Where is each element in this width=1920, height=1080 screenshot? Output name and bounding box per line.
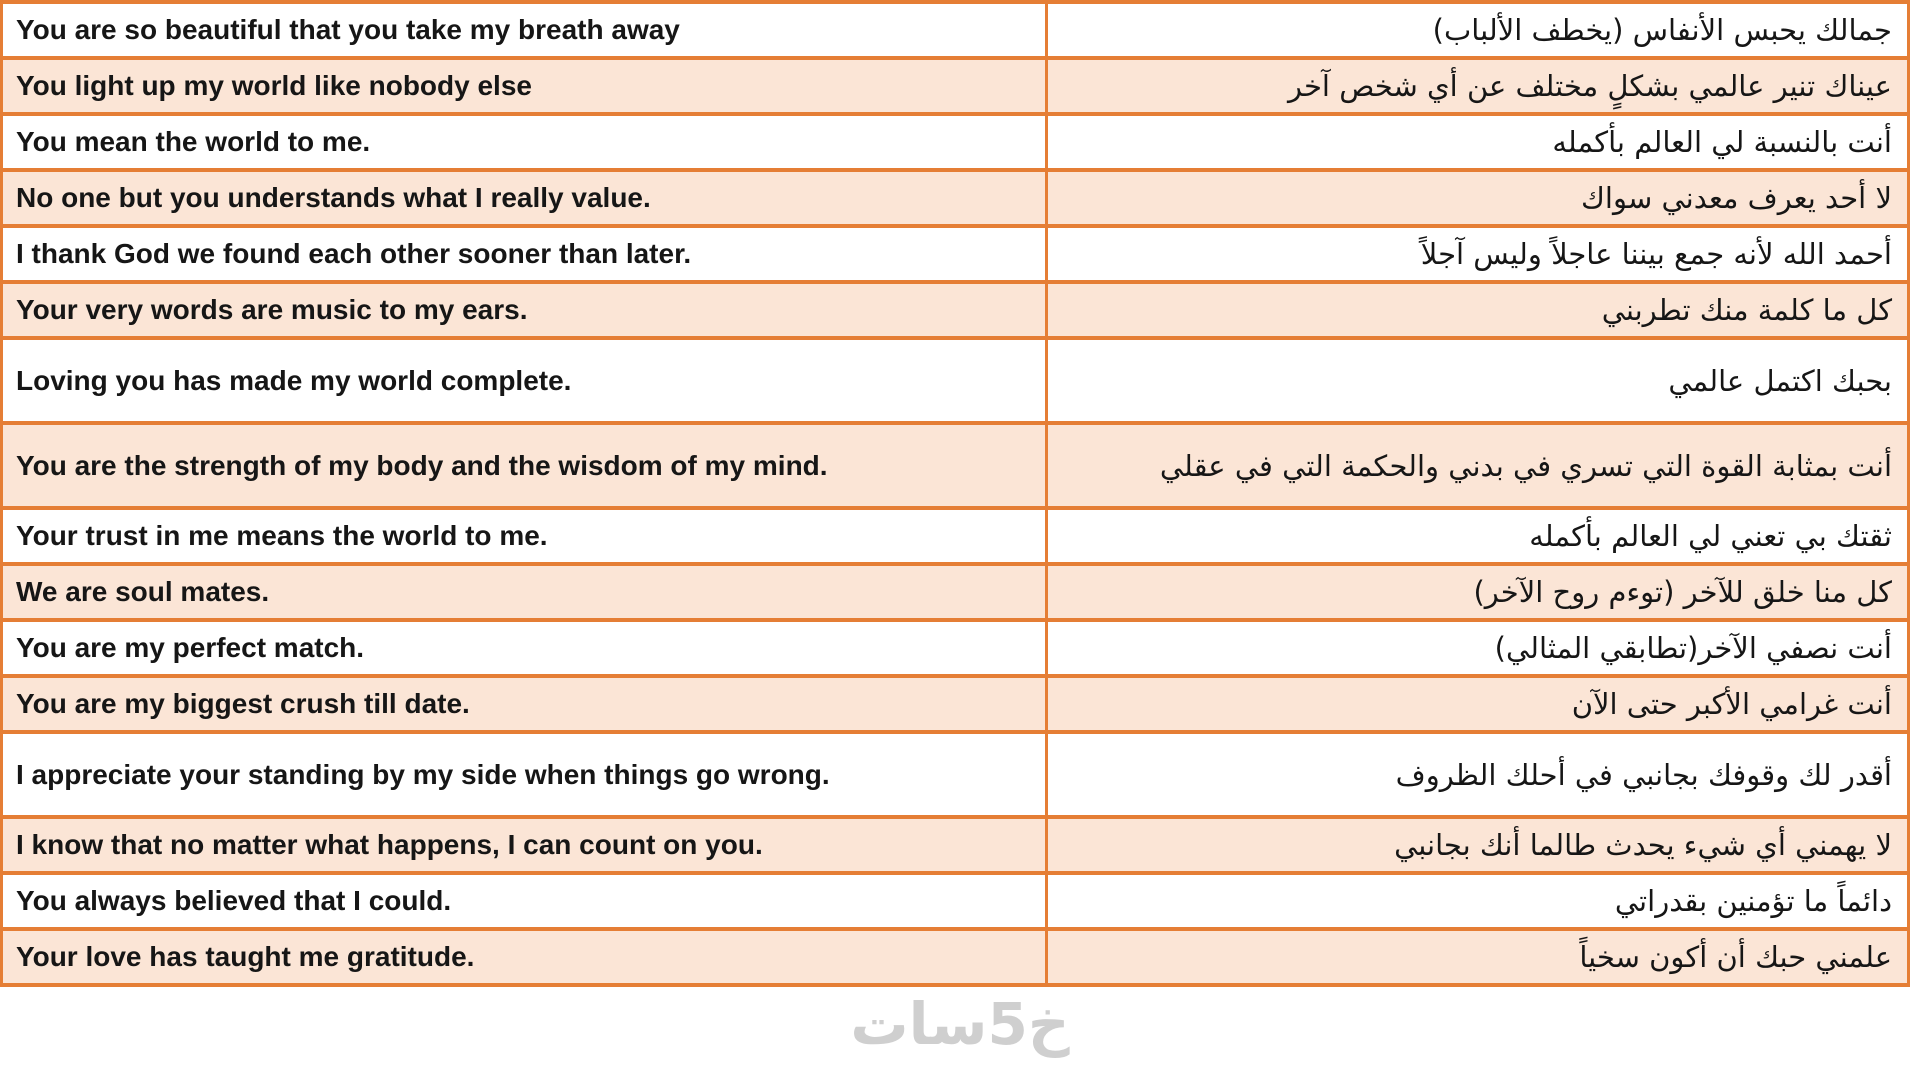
arabic-phrase-cell: أنت نصفي الآخر(تطابقي المثالي) <box>1047 620 1909 676</box>
arabic-phrase-cell: كل ما كلمة منك تطربني <box>1047 282 1909 338</box>
table-row <box>2 338 1909 423</box>
table-row <box>2 58 1909 114</box>
translation-table-body <box>2 2 1909 985</box>
english-phrase-cell: I thank God we found each other sooner than later. <box>2 226 1047 282</box>
khamsat-watermark: خ5سات <box>850 990 1070 1058</box>
table-row <box>2 817 1909 873</box>
table-row <box>2 620 1909 676</box>
english-phrase-cell: I know that no matter what happens, I can count on you. <box>2 817 1047 873</box>
table-row <box>2 929 1909 985</box>
arabic-phrase-cell: لا يهمني أي شيء يحدث طالما أنك بجانبي <box>1047 817 1909 873</box>
arabic-phrase-cell: أنت غرامي الأكبر حتى الآن <box>1047 676 1909 732</box>
english-phrase-cell: No one but you understands what I really value. <box>2 170 1047 226</box>
table-row <box>2 226 1909 282</box>
table-row <box>2 676 1909 732</box>
table-row <box>2 508 1909 564</box>
arabic-phrase-cell: دائماً ما تؤمنين بقدراتي <box>1047 873 1909 929</box>
arabic-phrase-cell: أحمد الله لأنه جمع بيننا عاجلاً وليس آجلاً <box>1047 226 1909 282</box>
english-phrase-cell: Your very words are music to my ears. <box>2 282 1047 338</box>
english-phrase-cell: You mean the world to me. <box>2 114 1047 170</box>
english-phrase-cell: You always believed that I could. <box>2 873 1047 929</box>
arabic-phrase-cell: أقدر لك وقوفك بجانبي في أحلك الظروف <box>1047 732 1909 817</box>
table-row <box>2 114 1909 170</box>
english-phrase-cell: You light up my world like nobody else <box>2 58 1047 114</box>
arabic-phrase-cell: أنت بمثابة القوة التي تسري في بدني والحكمة التي في عقلي <box>1047 423 1909 508</box>
arabic-phrase-cell: جمالك يحبس الأنفاس (يخطف الألباب) <box>1047 2 1909 58</box>
english-phrase-cell: I appreciate your standing by my side when things go wrong. <box>2 732 1047 817</box>
english-phrase-cell: Your love has taught me gratitude. <box>2 929 1047 985</box>
english-phrase-cell: You are so beautiful that you take my breath away <box>2 2 1047 58</box>
english-phrase-cell: You are my biggest crush till date. <box>2 676 1047 732</box>
table-row <box>2 423 1909 508</box>
table-row <box>2 732 1909 817</box>
english-phrase-cell: We are soul mates. <box>2 564 1047 620</box>
table-row <box>2 170 1909 226</box>
arabic-phrase-cell: بحبك اكتمل عالمي <box>1047 338 1909 423</box>
table-row <box>2 2 1909 58</box>
english-phrase-cell: Your trust in me means the world to me. <box>2 508 1047 564</box>
table-row <box>2 282 1909 338</box>
table-row <box>2 873 1909 929</box>
english-phrase-cell: You are my perfect match. <box>2 620 1047 676</box>
arabic-phrase-cell: أنت بالنسبة لي العالم بأكمله <box>1047 114 1909 170</box>
table-row <box>2 564 1909 620</box>
arabic-phrase-cell: ثقتك بي تعني لي العالم بأكمله <box>1047 508 1909 564</box>
arabic-phrase-cell: عيناك تنير عالمي بشكلٍ مختلف عن أي شخص آخر <box>1047 58 1909 114</box>
english-phrase-cell: Loving you has made my world complete. <box>2 338 1047 423</box>
arabic-phrase-cell: علمني حبك أن أكون سخياً <box>1047 929 1909 985</box>
arabic-phrase-cell: لا أحد يعرف معدني سواك <box>1047 170 1909 226</box>
arabic-phrase-cell: كل منا خلق للآخر (توءم روح الآخر) <box>1047 564 1909 620</box>
english-phrase-cell: You are the strength of my body and the wisdom of my mind. <box>2 423 1047 508</box>
